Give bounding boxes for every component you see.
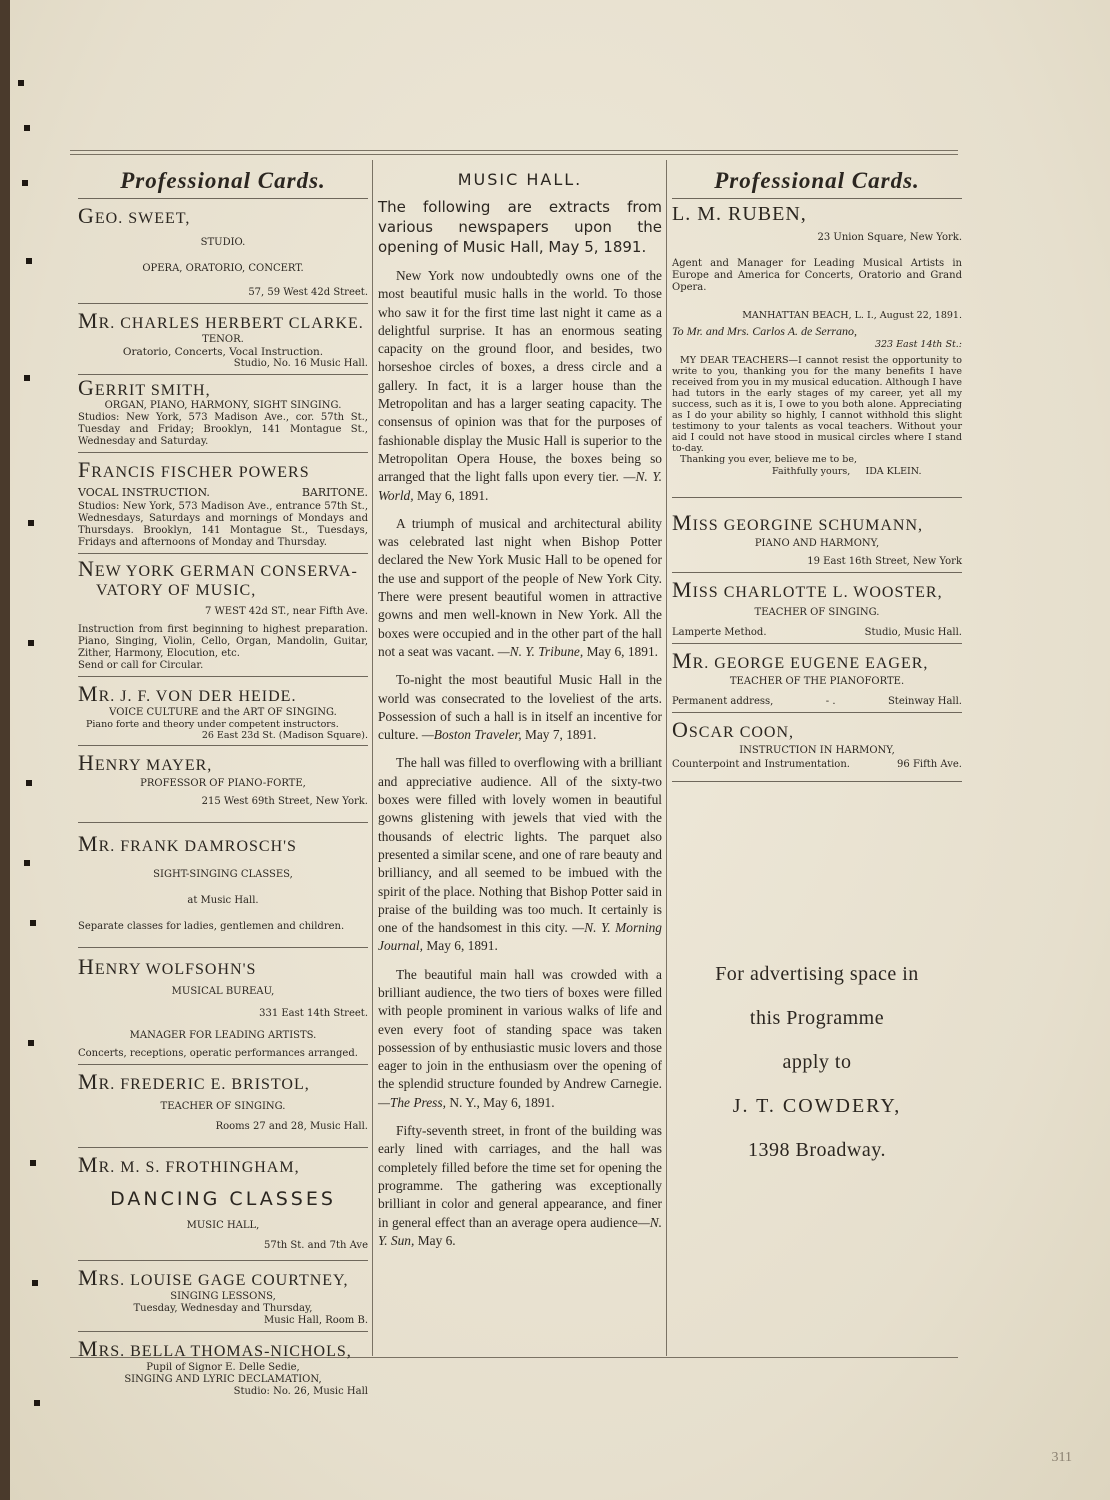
binding-mark	[26, 780, 32, 786]
card-henry-wolfsohn: HENRY WOLFSOHN'S MUSICAL BUREAU, 331 East 14th Street. MANAGER FOR LEADING ARTISTS. Concerts, receptions, operatic performances arranged.	[78, 954, 368, 1059]
card-geo-sweet: GEO. SWEET, STUDIO. OPERA, ORATORIO, CONCERT. 57, 59 West 42d Street.	[78, 203, 368, 298]
binding-mark	[22, 180, 28, 186]
binding-mark	[18, 80, 24, 86]
card-frederic-bristol: MR. FREDERIC E. BRISTOL, TEACHER OF SINGING. Rooms 27 and 28, Music Hall.	[78, 1069, 368, 1132]
card-bella-thomas-nichols: MRS. BELLA THOMAS-NICHOLS, Pupil of Signor E. Delle Sedie, SINGING AND LYRIC DECLAMATION, Studio: No. 26, Music Hall	[78, 1336, 368, 1397]
article-intro: The following are extracts from various newspapers upon the opening of Music Hall, May 5, 1891.	[378, 198, 662, 256]
music-hall-article	[378, 162, 662, 1250]
card-charles-herbert-clarke: MR. CHARLES HERBERT CLARKE. TENOR. Oratorio, Concerts, Vocal Instruction. Studio, No. 16 Music Hall.	[78, 308, 368, 369]
article-title: MUSIC HALL.	[457, 170, 583, 189]
article-paragraph: The hall was filled to overflowing with a brilliant and appreciative audience. All of the sixty-two boxes were filled with lovely women in beautiful gowns glistening with jewels that vied with the thousands of electric lights. The parquet also presented a similar scene, and one of rare beauty and brilliancy, and all seemed to be imbued with the spirit of the place. Nothing that Bishop Potter said in praise of the building was too much. It certainly is one of the handsomest in this city. —N. Y. Morning Journal, May 6, 1891.	[378, 755, 662, 954]
top-rule	[70, 150, 958, 151]
professional-cards-column-right	[672, 160, 962, 1172]
top-rule	[70, 154, 958, 155]
section-heading: Professional Cards.	[714, 168, 920, 193]
advertising-notice: For advertising space in this Programme apply to J. T. COWDERY, 1398 Broadway.	[715, 963, 919, 1161]
binding-mark	[28, 640, 34, 646]
card-gerrit-smith: GERRIT SMITH, ORGAN, PIANO, HARMONY, SIGHT SINGING. Studios: New York, 573 Madison Ave., cor. 57th St., Tuesday and Friday; Brooklyn, 141 Montague St., Wednesday and Saturday.	[78, 375, 368, 447]
column-divider	[666, 160, 667, 1356]
binding-mark	[26, 258, 32, 264]
professional-cards-column-left	[78, 160, 368, 1398]
binding-mark	[28, 1040, 34, 1046]
binding-mark	[34, 1400, 40, 1406]
card-frothingham: MR. M. S. FROTHINGHAM, DANCING CLASSES MUSIC HALL, 57th St. and 7th Ave	[78, 1152, 368, 1251]
card-charlotte-wooster: MISS CHARLOTTE L. WOOSTER, TEACHER OF SINGING. Lamperte Method. Studio, Music Hall.	[672, 577, 962, 638]
binding-mark	[28, 520, 34, 526]
binding-mark	[24, 860, 30, 866]
article-paragraph: The beautiful main hall was crowded with a brilliant audience, the two tiers of boxes were filled with people prominent in various walks of life and even every foot of standing space was taken possession of by enthusiastic music lovers and those eager to join in the enthusiasm over the opening of the splendid structure founded by Andrew Carnegie. —The Press, N. Y., May 6, 1891.	[378, 966, 662, 1110]
article-paragraph: A triumph of musical and architectural ability was celebrated last night when Bishop Potter declared the New York Music Hall to be opened for the use and support of the people of New York City. There were present beautiful women in attractive gowns and men well-known in New York. All the boxes were occupied and in the other part of the hall not a seat was vacant. —N. Y. Tribune, May 6, 1891.	[378, 515, 662, 659]
card-francis-fischer-powers: FRANCIS FISCHER POWERS VOCAL INSTRUCTION. BARITONE. Studios: New York, 573 Madison Ave., entrance 57th St., Wednesdays, Saturdays and mornings of Mondays and Thursdays. Brooklyn, 141 Montague St., Tuesdays, Fridays and afternoons of Monday and Thursday.	[78, 457, 368, 548]
card-frank-damrosch: MR. FRANK DAMROSCH'S SIGHT-SINGING CLASSES, at Music Hall. Separate classes for ladies, gentlemen and children.	[78, 831, 345, 932]
binding-mark	[32, 1280, 38, 1286]
section-heading: Professional Cards.	[120, 168, 326, 193]
card-george-eugene-eager: MR. GEORGE EUGENE EAGER, TEACHER OF THE PIANOFORTE. Permanent address, - . Steinway Hall.	[672, 648, 962, 707]
card-von-der-heide: MR. J. F. VON DER HEIDE. VOICE CULTURE and the ART OF SINGING. Piano forte and theory under competent instructors. 26 East 23d St. (Madison Square).	[78, 681, 368, 741]
article-paragraph: Fifty-seventh street, in front of the building was early lined with carriages, and the hall was completely filled before the time set for opening the programme. The gathering was exceptionally brilliant in color and general appearance, and finer in general effect than an average opera audience—N. Y. Sun, May 6.	[378, 1123, 662, 1248]
page-number: 311	[1051, 1450, 1072, 1465]
card-l-m-ruben: L. M. RUBEN, 23 Union Square, New York. Agent and Manager for Leading Musical Artists in Europe and America for Concerts, Oratorio and Grand Opera. MANHATTAN BEACH, L. I., August 22, 1891. To Mr. and Mrs. Carlos A. de Serrano, 323 East 14th St.: MY DEAR TEACHERS—I cannot resist the opportunity to write to you, thanking you for the many benefits I have received from you in my musical education. Although I have had tutors in the early stages of my career, yet all my success, such as it is, I owe to you both alone. Appreciating as I do your ability so highly, I cannot withhold this slight testimony to your talents as vocal teachers. Without your aid I could not have stood in musical circles where I stand to-day. Thanking you ever, believe me to be, Faithfully yours, IDA KLEIN.	[672, 203, 962, 477]
article-paragraph: To-night the most beautiful Music Hall in the world was consecrated to the loveliest of the arts. Possession of such a hall is in itself an incentive for culture. —Boston Traveler, May 7, 1891.	[378, 672, 662, 743]
binding-mark	[24, 125, 30, 131]
article-paragraph: New York now undoubtedly owns one of the most beautiful music halls in the world. To those who saw it for the first time last night it came as a delightful surprise. It has an enormous seating capacity on the ground floor, and besides, two horseshoe circles of boxes, a dress circle and a gallery. In fact, it is a larger house than the Metropolitan and has a larger seating capacity. The consensus of opinion was that for the purposes of fashionable display the Music Hall is superior to the Metropolitan Opera House, the boxes being so arranged that the light falls upon every tier. —N. Y. World, May 6, 1891.	[378, 268, 662, 503]
binding-mark	[24, 375, 30, 381]
column-divider	[372, 160, 373, 1356]
card-georgine-schumann: MISS GEORGINE SCHUMANN, PIANO AND HARMONY, 19 East 16th Street, New York	[672, 510, 962, 567]
card-oscar-coon: OSCAR COON, INSTRUCTION IN HARMONY, Counterpoint and Instrumentation. 96 Fifth Ave.	[672, 717, 962, 770]
card-new-york-german-conservatory: NEW YORK GERMAN CONSERVA- VATORY OF MUSIC, 7 WEST 42d ST., near Fifth Ave. Instruction from first beginning to highest preparation. Piano, Singing, Violin, Cello, Organ, Mandolin, Guitar, Zither, Harmony, Elocution, etc. Send or call for Circular.	[78, 556, 368, 671]
binding-mark	[30, 1160, 36, 1166]
binding-mark	[30, 920, 36, 926]
programme-page	[10, 0, 1110, 1500]
card-louise-gage-courtney: MRS. LOUISE GAGE COURTNEY, SINGING LESSONS, Tuesday, Wednesday and Thursday, Music Hall, Room B.	[78, 1265, 368, 1326]
card-henry-mayer: HENRY MAYER, PROFESSOR OF PIANO-FORTE, 215 West 69th Street, New York.	[78, 750, 368, 807]
